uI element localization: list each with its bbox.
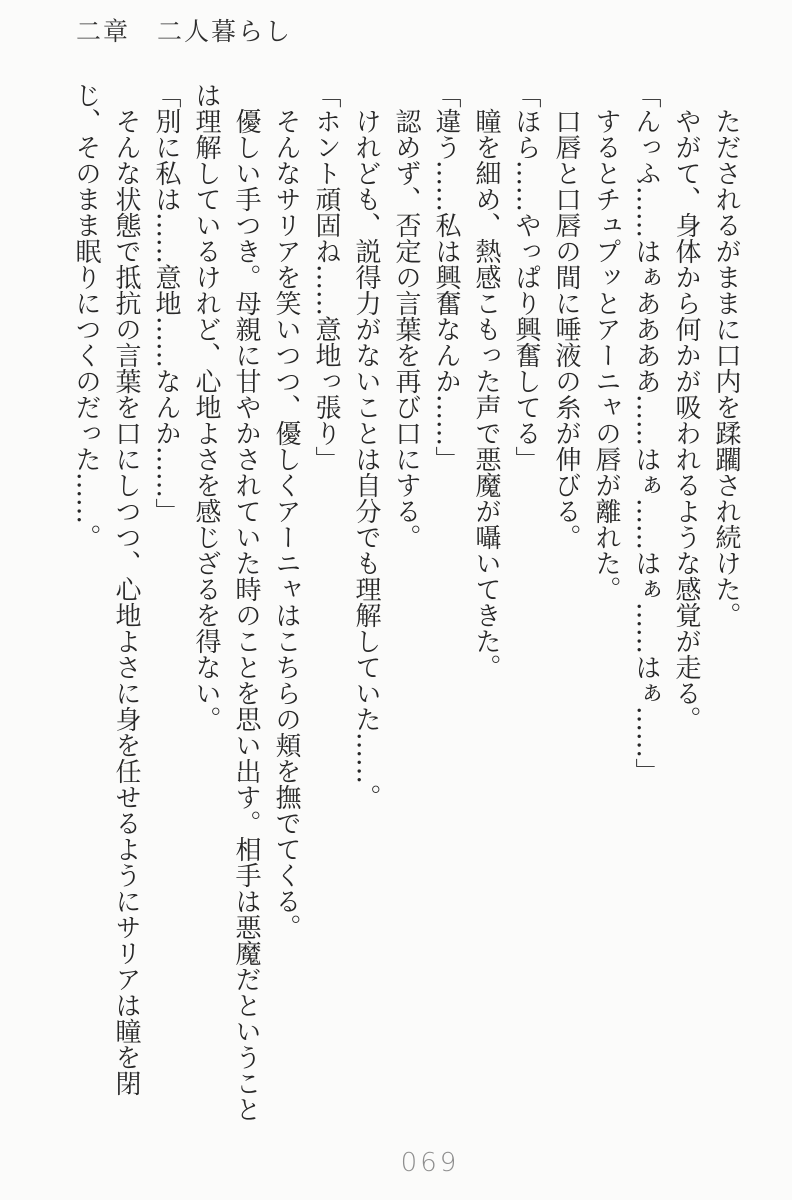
page-number: 069 (400, 1148, 460, 1178)
paragraph: そんな状態で抵抗の言葉を口にしつつ、心地よさに身を任せるようにサリアは瞳を閉じ、そのまま眠りにつくのだった……。 (71, 82, 141, 1096)
paragraph: けれども、説得力がないことは自分でも理解していた……。 (351, 108, 381, 810)
paragraph: 「ほら……やっぱり興奮してる」 (511, 82, 541, 472)
paragraph: 優しい手つき。母親に甘やかされていた時のことを思い出す。相手は悪魔だということは理解しているけれど、心地よさを感じざるを得ない。 (191, 82, 261, 1122)
paragraph: 「ホント頑固ね……意地っ張り」 (311, 82, 341, 472)
text-block (44, 82, 746, 1140)
paragraph: 認めず、否定の言葉を再び口にする。 (391, 108, 421, 550)
paragraph: 「んっふ……はぁああああ……はぁ……はぁ……はぁ……」 (631, 82, 661, 784)
paragraph: そんなサリアを笑いつつ、優しくアーニャはこちらの頬を撫でてくる。 (271, 108, 301, 940)
paragraph: 「違う……私は興奮なんか……」 (431, 82, 461, 472)
paragraph: するとチュプッとアーニャの唇が離れた。 (591, 108, 621, 602)
paragraph: 瞳を細め、熱感こもった声で悪魔が囁いてきた。 (471, 108, 501, 680)
paragraph: 「別に私は……意地……なんか……」 (151, 82, 181, 524)
paragraph: やがて、身体から何かが吸われるような感覚が走る。 (671, 108, 701, 732)
chapter-header: 二章 二人暮らし (76, 17, 293, 46)
paragraph: ただされるがままに口内を蹂躙され続けた。 (711, 108, 741, 628)
paragraph: 口唇と口唇の間に唾液の糸が伸びる。 (551, 108, 581, 550)
